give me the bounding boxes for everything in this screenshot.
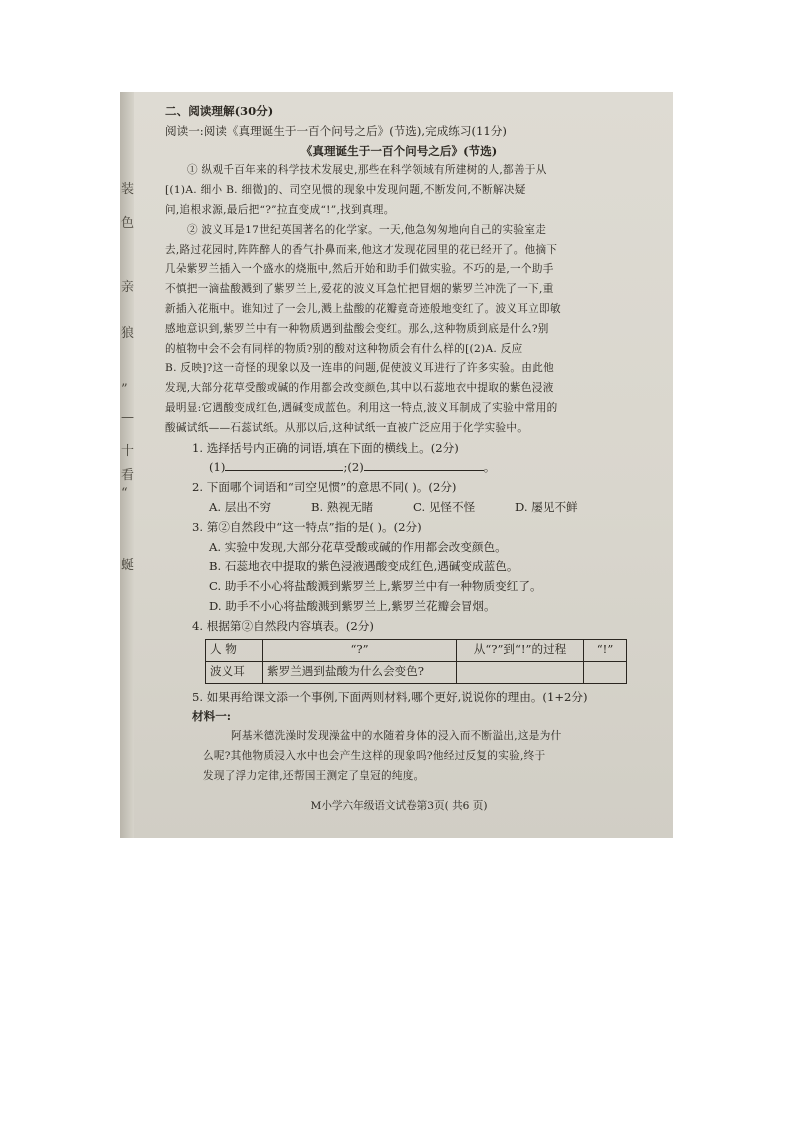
table-header-cell: 人 物	[206, 639, 263, 661]
table-header-cell: “?”	[263, 639, 457, 661]
exam-content	[165, 102, 633, 816]
passage-line: [(1)A. 细小 B. 细微]的、司空见惯的现象中发现问题,不断发问,不断解决疑	[165, 184, 526, 197]
passage-line: ② 波义耳是17世纪英国著名的化学家。一天,他急匆匆地向自己的实验室走	[187, 223, 547, 236]
passage-line: B. 反映]?这一奇怪的现象以及一连串的问题,促使波义耳进行了许多实验。由此他	[165, 362, 554, 375]
question-3-option-b[interactable]: B. 石蕊地衣中提取的紫色浸液遇酸变成红色,遇碱变成蓝色。	[209, 559, 519, 574]
passage-line: 新插入花瓶中。谁知过了一会儿,溅上盐酸的花瓣竟奇迹般地变红了。波义耳立即敏	[165, 302, 561, 315]
option-d[interactable]: D. 屡见不鲜	[515, 499, 578, 514]
margin-char: 十	[121, 444, 135, 459]
question-5: 5. 如果再给课文添一个事例,下面两则材料,哪个更好,说说你的理由。(1+2分)	[192, 689, 588, 704]
answer-blank-2[interactable]	[364, 458, 484, 471]
page-left-edge	[120, 92, 134, 838]
material-line: 么呢?其他物质浸入水中也会产生这样的现象吗?他经过反复的实验,终于	[203, 749, 546, 762]
answer-blank-1[interactable]	[225, 458, 343, 471]
margin-char: ”	[121, 382, 128, 397]
table-header-row	[206, 639, 627, 661]
passage-line: 几朵紫罗兰插入一个盛水的烧瓶中,然后开始和助手们做实验。不巧的是,一个助手	[165, 263, 554, 276]
blank-1-label: (1)	[209, 460, 226, 475]
margin-char: “	[121, 486, 128, 501]
section-heading: 二、阅读理解(30分)	[165, 104, 274, 118]
passage-line: 感地意识到,紫罗兰中有一种物质遇到盐酸会变红。那么,这种物质到底是什么?别	[165, 322, 549, 335]
margin-char: 亲	[121, 280, 135, 295]
margin-char: 看	[121, 468, 135, 483]
question-4: 4. 根据第②自然段内容填表。(2分)	[192, 618, 374, 633]
material-1-label: 材料一:	[192, 709, 232, 724]
blank-2-label: ;(2)	[343, 460, 364, 475]
passage-title: 《真理诞生于一百个问号之后》(节选)	[300, 143, 498, 158]
table-cell: 波义耳	[206, 661, 263, 683]
table-row	[206, 661, 627, 683]
question-3-option-c[interactable]: C. 助手不小心将盐酸溅到紫罗兰上,紫罗兰中有一种物质变红了。	[209, 579, 542, 594]
option-a[interactable]: A. 层出不穷	[209, 499, 272, 514]
scanned-exam-page	[120, 92, 673, 838]
question-3-option-d[interactable]: D. 助手不小心将盐酸溅到紫罗兰上,紫罗兰花瓣会冒烟。	[209, 598, 496, 613]
passage-line: 去,路过花园时,阵阵醉人的香气扑鼻而来,他这才发现花园里的花已经开了。他摘下	[165, 243, 558, 256]
option-c[interactable]: C. 见怪不怪	[413, 499, 476, 514]
table-header-cell: 从“?”到“!”的过程	[457, 639, 584, 661]
question-2-options	[165, 498, 633, 518]
table-answer-cell[interactable]	[457, 661, 584, 683]
table-answer-cell[interactable]	[584, 661, 627, 683]
passage-line: 问,追根求源,最后把“?”拉直变成“!”,找到真理。	[165, 203, 395, 216]
question-1: 1. 选择括号内正确的词语,填在下面的横线上。(2分)	[192, 440, 459, 455]
question-3: 3. 第②自然段中“这一特点”指的是( )。(2分)	[192, 519, 422, 534]
margin-char: 装	[121, 182, 135, 197]
paragraph-1	[165, 161, 633, 220]
reading-intro: 阅读一:阅读《真理诞生于一百个问号之后》(节选),完成练习(11分)	[165, 123, 507, 138]
margin-char: 蜒	[121, 558, 135, 573]
margin-char: 狼	[121, 326, 135, 341]
question-1-answer-line	[165, 458, 633, 478]
passage-line: 最明显:它遇酸变成红色,遇碱变成蓝色。利用这一特点,波义耳制成了实验中常用的	[165, 401, 558, 414]
table-header-cell: “!”	[584, 639, 627, 661]
passage-line: 不慎把一滴盐酸溅到了紫罗兰上,爱花的波义耳急忙把冒烟的紫罗兰冲洗了一下,重	[165, 283, 554, 296]
passage-line: 发现,大部分花草受酸或碱的作用都会改变颜色,其中以石蕊地衣中提取的紫色浸液	[165, 382, 554, 395]
table-cell: 紫罗兰遇到盐酸为什么会变色?	[263, 661, 457, 683]
answer-table	[205, 639, 627, 684]
blank-end: 。	[483, 460, 496, 475]
page-footer: M小学六年级语文试卷第3页( 共6 页)	[310, 799, 488, 812]
passage-line: 酸碱试纸——石蕊试纸。从那以后,这种试纸一直被广泛应用于化学实验中。	[165, 421, 529, 434]
question-2: 2. 下面哪个词语和“司空见惯”的意思不同( )。(2分)	[192, 480, 457, 495]
paragraph-2	[165, 221, 633, 439]
margin-char: —	[121, 410, 134, 425]
option-b[interactable]: B. 熟视无睹	[311, 499, 374, 514]
passage-line: 的植物中会不会有同样的物质?别的酸对这种物质会有什么样的[(2)A. 反应	[165, 342, 523, 355]
question-3-option-a[interactable]: A. 实验中发现,大部分花草受酸或碱的作用都会改变颜色。	[209, 539, 507, 554]
material-line: 阿基米德洗澡时发现澡盆中的水随着身体的浸入而不断溢出,这是为什	[231, 730, 562, 743]
passage-line: ① 纵观千百年来的科学技术发展史,那些在科学领域有所建树的人,都善于从	[187, 164, 547, 177]
material-line: 发现了浮力定律,还帮国王测定了皇冠的纯度。	[203, 769, 425, 782]
margin-char: 色	[121, 216, 135, 231]
